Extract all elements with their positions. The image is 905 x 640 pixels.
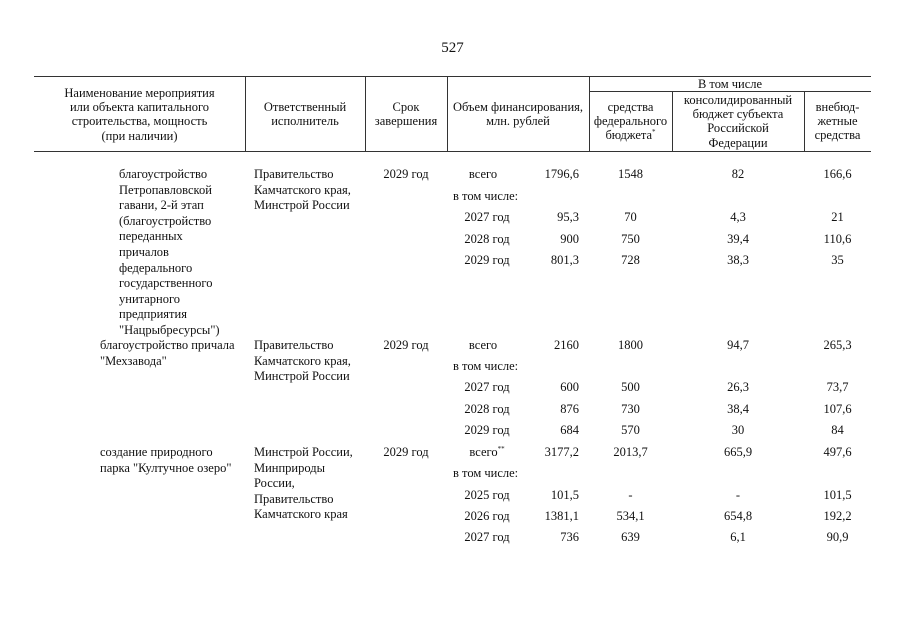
line-regional: 6,1 <box>730 530 746 544</box>
line-total: 736 <box>560 530 579 544</box>
project-executor: Правительство Камчатского края, Минстрой России <box>254 167 351 213</box>
line-regional: 38,4 <box>727 402 749 416</box>
line-label: всего** <box>469 445 505 459</box>
line-offbudget: 101,5 <box>823 488 852 502</box>
line-federal: 730 <box>621 402 640 416</box>
line-total: 101,5 <box>550 488 579 502</box>
line-total: 801,3 <box>550 253 579 267</box>
line-label: 2029 год <box>464 423 510 437</box>
project-deadline: 2029 год <box>383 445 429 459</box>
line-total: 3177,2 <box>544 445 579 459</box>
line-federal: 534,1 <box>616 509 645 523</box>
line-regional: 94,7 <box>727 338 749 352</box>
line-total: 600 <box>560 380 579 394</box>
header-federal-column: средства федерального бюджета* <box>593 100 668 143</box>
line-offbudget: 107,6 <box>823 402 852 416</box>
line-label: всего <box>468 167 498 181</box>
footnote-mark: ** <box>497 445 505 453</box>
line-offbudget: 35 <box>831 253 844 267</box>
header-including-group: В том числе <box>697 77 763 91</box>
line-total: 900 <box>560 232 579 246</box>
line-federal: 70 <box>624 210 637 224</box>
project-name: благоустройство Петропавловской гавани, 2-й этап (благоустройство переданных причалов федерального государственного унитарного предприятия "Нацрыбресурсы") <box>119 167 220 337</box>
line-regional: 4,3 <box>730 210 746 224</box>
line-offbudget: 166,6 <box>823 167 852 181</box>
line-label: 2028 год <box>464 402 510 416</box>
header-name-column: Наименование мероприятия или объекта капитального строительства, мощность (при наличии) <box>64 86 215 143</box>
line-regional: 665,9 <box>723 445 753 459</box>
line-regional: - <box>735 488 741 502</box>
line-label: 2026 год <box>464 509 510 523</box>
line-offbudget: 497,6 <box>823 445 852 459</box>
project-executor: Минстрой России, Минприроды России, Правительство Камчатского края <box>254 445 353 522</box>
line-offbudget: 84 <box>831 423 844 437</box>
line-label: 2027 год <box>464 530 510 544</box>
line-regional: 82 <box>731 167 745 181</box>
header-volume-column: Объем финансирования, млн. рублей <box>452 100 584 129</box>
project-deadline: 2029 год <box>383 167 429 181</box>
line-regional: 26,3 <box>727 380 749 394</box>
project-deadline: 2029 год <box>383 338 429 352</box>
line-regional: 654,8 <box>723 509 753 523</box>
line-label: в том числе: <box>453 466 519 480</box>
line-label: 2027 год <box>464 380 510 394</box>
header-executor-column: Ответственный исполнитель <box>263 100 347 129</box>
line-offbudget: 265,3 <box>823 338 852 352</box>
project-executor: Правительство Камчатского края, Минстрой России <box>254 338 351 384</box>
line-regional: 39,4 <box>727 232 749 246</box>
line-federal: 750 <box>621 232 640 246</box>
line-regional: 30 <box>731 423 745 437</box>
line-regional: 38,3 <box>727 253 749 267</box>
header-bottom-rule <box>34 151 871 152</box>
line-total: 684 <box>560 423 579 437</box>
line-federal: 728 <box>621 253 640 267</box>
line-federal: 1800 <box>618 338 643 352</box>
line-offbudget: 73,7 <box>826 380 849 394</box>
line-total: 1796,6 <box>544 167 579 181</box>
line-label: в том числе: <box>453 189 519 203</box>
line-federal: 639 <box>621 530 640 544</box>
line-offbudget: 192,2 <box>823 509 852 523</box>
line-label: всего <box>468 338 498 352</box>
page-number: 527 <box>441 40 464 56</box>
line-federal: - <box>628 488 633 502</box>
line-federal: 500 <box>621 380 640 394</box>
project-name: благоустройство причала "Мехзавода" <box>100 338 235 368</box>
line-total: 95,3 <box>557 210 579 224</box>
line-offbudget: 110,6 <box>823 232 852 246</box>
line-label: 2028 год <box>464 232 510 246</box>
line-offbudget: 21 <box>831 210 844 224</box>
header-deadline-column: Срок завершения <box>374 100 438 129</box>
line-federal: 1548 <box>618 167 643 181</box>
line-label: 2027 год <box>464 210 510 224</box>
line-total: 2160 <box>554 338 579 352</box>
project-name: создание природного парка "Култучное озеро" <box>100 445 232 475</box>
line-federal: 570 <box>621 423 640 437</box>
line-label: 2025 год <box>464 488 510 502</box>
line-total: 1381,1 <box>544 509 579 523</box>
line-federal: 2013,7 <box>613 445 648 459</box>
header-regional-column: консолидированный бюджет субъекта Российской Федерации <box>683 93 793 150</box>
line-total: 876 <box>560 402 579 416</box>
line-label: 2029 год <box>464 253 510 267</box>
line-label: в том числе: <box>453 359 519 373</box>
header-offbudget-column: внебюд- жетные средства <box>814 100 861 143</box>
line-offbudget: 90,9 <box>826 530 849 544</box>
